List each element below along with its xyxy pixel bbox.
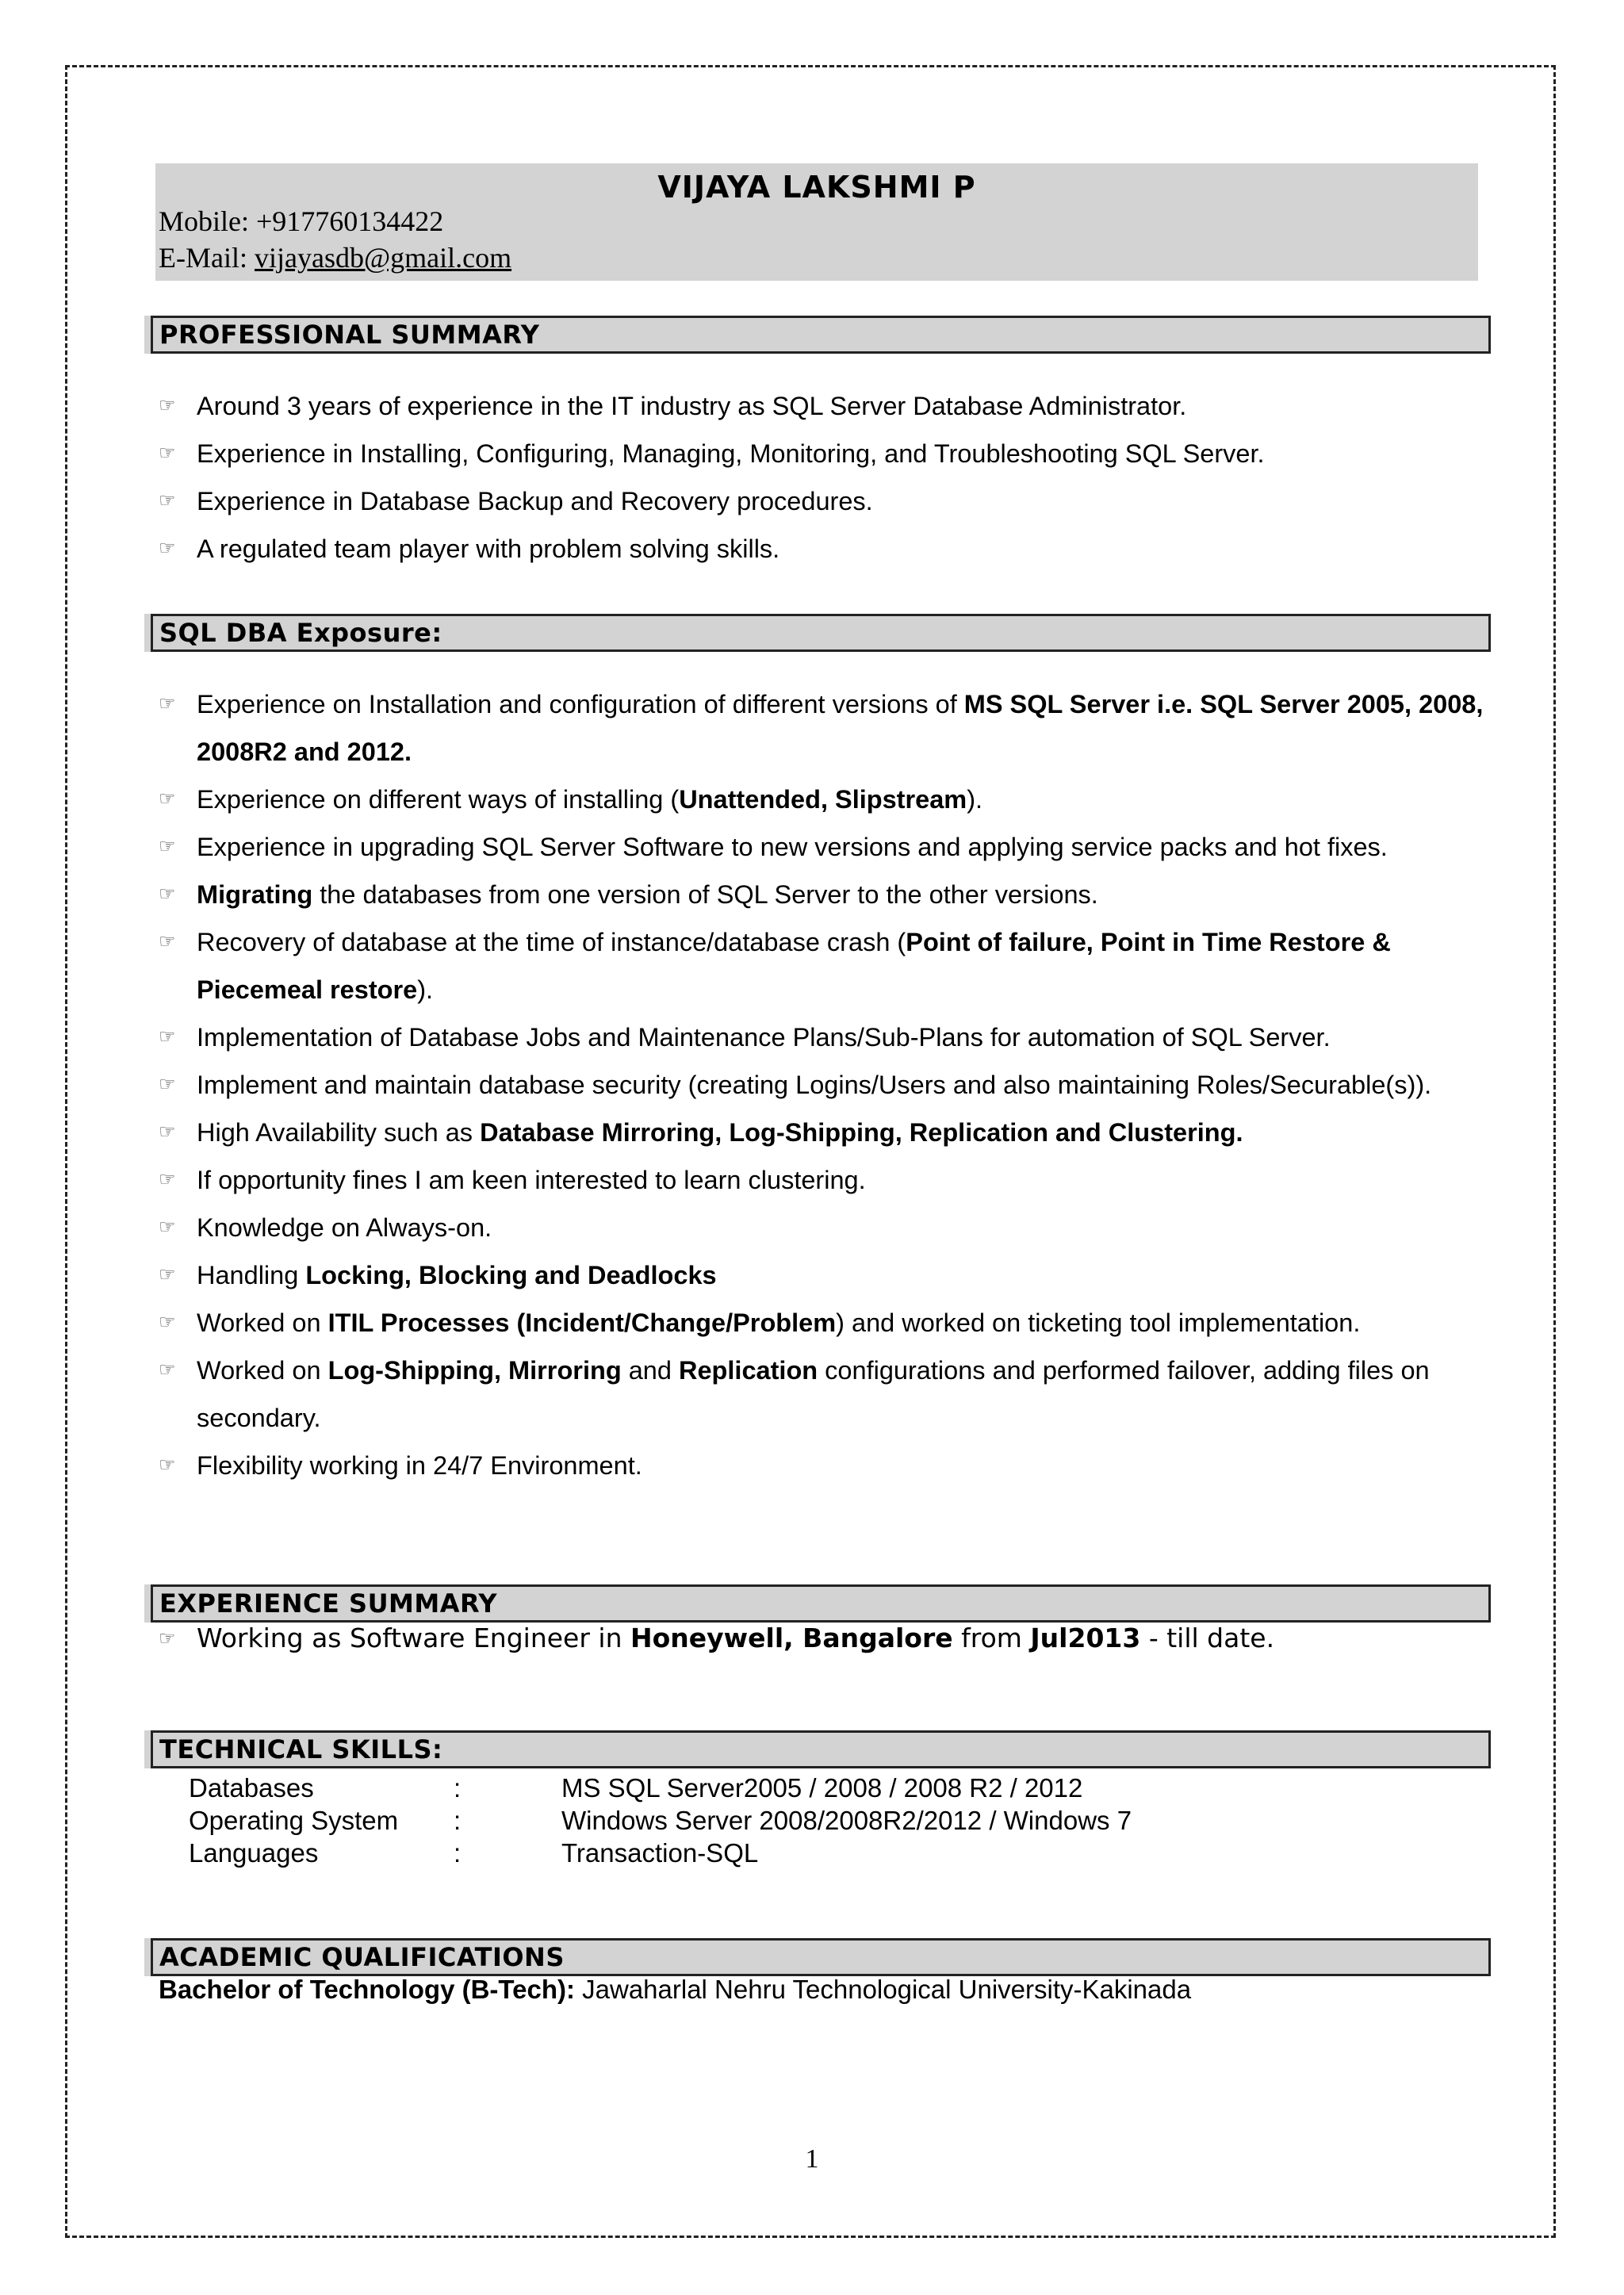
list-item: ☞ If opportunity fines I am keen interested to learn clustering. bbox=[155, 1156, 1496, 1204]
pointing-hand-icon: ☞ bbox=[159, 1627, 176, 1649]
list-item: ☞ Knowledge on Always-on. bbox=[155, 1204, 1496, 1251]
section-heading-experience-summary: EXPERIENCE SUMMARY bbox=[151, 1584, 1491, 1623]
list-item: ☞ Experience in upgrading SQL Server Software to new versions and applying service packs and hot fixes. bbox=[155, 823, 1496, 871]
pointing-hand-icon: ☞ bbox=[159, 883, 176, 905]
email-label: E-Mail: bbox=[159, 242, 247, 274]
list-item: ☞ High Availability such as Database Mirroring, Log-Shipping, Replication and Clustering. bbox=[155, 1109, 1496, 1156]
pointing-hand-icon: ☞ bbox=[159, 931, 176, 952]
pointing-hand-icon: ☞ bbox=[159, 1169, 176, 1190]
section-heading-professional-summary: PROFESSIONAL SUMMARY bbox=[151, 316, 1491, 354]
list-item: ☞ Recovery of database at the time of instance/database crash (Point of failure, Point in Time Restore & Piecemeal restore). bbox=[155, 918, 1496, 1013]
pointing-hand-icon: ☞ bbox=[159, 395, 176, 416]
candidate-name: VIJAYA LAKSHMI P bbox=[657, 170, 976, 205]
list-item: ☞ Implementation of Database Jobs and Maintenance Plans/Sub-Plans for automation of SQL Server. bbox=[155, 1013, 1496, 1061]
list-item: ☞ Experience in Database Backup and Recovery procedures. bbox=[155, 477, 1496, 525]
list-item: ☞ Worked on ITIL Processes (Incident/Change/Problem) and worked on ticketing tool implementation. bbox=[155, 1299, 1496, 1347]
list-item: ☞ Implement and maintain database security (creating Logins/Users and also maintaining Roles/Securable(s)). bbox=[155, 1061, 1496, 1109]
list-item: ☞ A regulated team player with problem solving skills. bbox=[155, 525, 1496, 573]
list-item: ☞ Flexibility working in 24/7 Environment. bbox=[155, 1442, 1496, 1489]
academic-line bbox=[159, 1975, 1191, 2005]
pointing-hand-icon: ☞ bbox=[159, 1264, 176, 1285]
pointing-hand-icon: ☞ bbox=[159, 443, 176, 464]
pointing-hand-icon: ☞ bbox=[159, 1454, 176, 1476]
pointing-hand-icon: ☞ bbox=[159, 1359, 176, 1381]
mobile-line bbox=[159, 205, 443, 238]
section-heading-sql-dba-exposure: SQL DBA Exposure: bbox=[151, 614, 1491, 652]
pointing-hand-icon: ☞ bbox=[159, 490, 176, 511]
pointing-hand-icon: ☞ bbox=[159, 538, 176, 559]
company-name: Honeywell, Bangalore bbox=[630, 1623, 953, 1653]
section-heading-academic-qualifications: ACADEMIC QUALIFICATIONS bbox=[151, 1938, 1491, 1976]
mobile-number: +917760134422 bbox=[256, 205, 444, 237]
pointing-hand-icon: ☞ bbox=[159, 1026, 176, 1048]
pointing-hand-icon: ☞ bbox=[159, 788, 176, 810]
resume-header bbox=[155, 163, 1478, 281]
email-link[interactable]: vijayasdb@gmail.com bbox=[254, 242, 512, 274]
list-item: ☞ Experience on different ways of installing (Unattended, Slipstream). bbox=[155, 776, 1496, 823]
degree: Bachelor of Technology (B-Tech): bbox=[159, 1975, 575, 2004]
sql-dba-list bbox=[155, 680, 1496, 1489]
pointing-hand-icon: ☞ bbox=[159, 1216, 176, 1238]
page-number: 1 bbox=[805, 2144, 819, 2174]
list-item: ☞ Around 3 years of experience in the IT industry as SQL Server Database Administrator. bbox=[155, 382, 1496, 430]
university: Jawaharlal Nehru Technological University-Kakinada bbox=[574, 1975, 1192, 2004]
list-item: ☞ Handling Locking, Blocking and Deadlocks bbox=[155, 1251, 1496, 1299]
professional-summary-list bbox=[155, 382, 1496, 573]
pointing-hand-icon: ☞ bbox=[159, 836, 176, 857]
pointing-hand-icon: ☞ bbox=[159, 1074, 176, 1095]
list-item: ☞ Migrating the databases from one version of SQL Server to the other versions. bbox=[155, 871, 1496, 918]
section-heading-technical-skills: TECHNICAL SKILLS: bbox=[151, 1730, 1491, 1768]
start-date: Jul2013 bbox=[1030, 1623, 1141, 1653]
pointing-hand-icon: ☞ bbox=[159, 1121, 176, 1143]
list-item: ☞ Experience on Installation and configuration of different versions of MS SQL Server i.e. SQL Server 2005, 2008, 2008R2 and 2012. bbox=[155, 680, 1496, 776]
email-line bbox=[159, 241, 511, 274]
mobile-label: Mobile: bbox=[159, 205, 249, 237]
experience-line: ☞ Working as Software Engineer in Honeywell, Bangalore from Jul2013 - till date. bbox=[159, 1623, 1275, 1653]
list-item: ☞ Experience in Installing, Configuring, Managing, Monitoring, and Troubleshooting SQL Server. bbox=[155, 430, 1496, 477]
pointing-hand-icon: ☞ bbox=[159, 693, 176, 715]
pointing-hand-icon: ☞ bbox=[159, 1312, 176, 1333]
list-item: ☞ Worked on Log-Shipping, Mirroring and Replication configurations and performed failover, adding files on secondary. bbox=[155, 1347, 1496, 1442]
